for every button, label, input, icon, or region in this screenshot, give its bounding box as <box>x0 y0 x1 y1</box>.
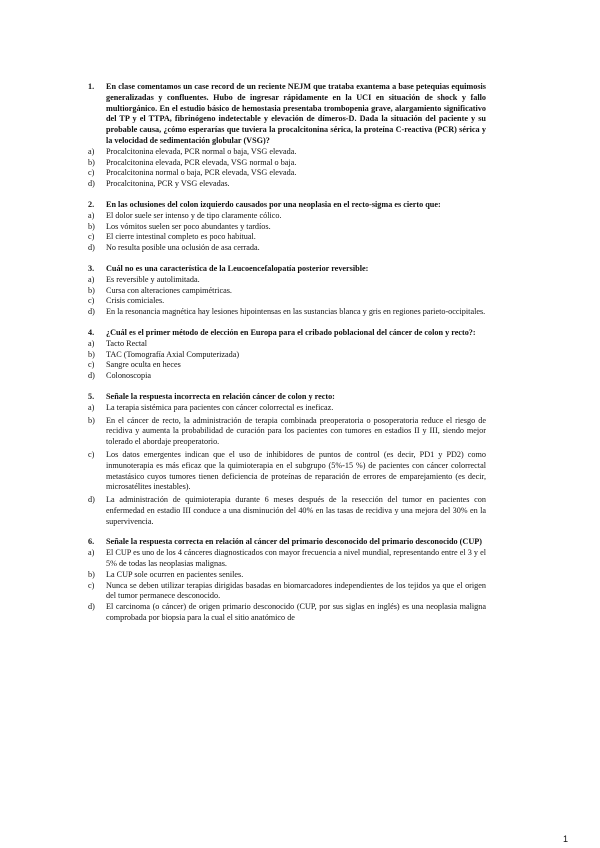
option-letter: b) <box>88 221 95 231</box>
option-letter: a) <box>88 402 95 412</box>
question-5 <box>88 392 486 528</box>
question-2 <box>88 200 486 254</box>
option-c <box>88 360 486 371</box>
option-letter: c) <box>88 168 95 178</box>
question-1 <box>88 82 486 190</box>
option-d <box>88 602 486 624</box>
question-text: ¿Cuál es el primer método de elección en Europa para el cribado poblacional del cáncer de colon y recto?: <box>106 327 476 337</box>
option-letter: a) <box>88 548 95 558</box>
option-text: Tacto Rectal <box>106 338 148 348</box>
option-text: Los vómitos suelen ser poco abundantes y tardíos. <box>106 221 271 231</box>
option-letter: a) <box>88 274 95 284</box>
option-a <box>88 548 486 570</box>
option-letter: b) <box>88 349 95 359</box>
question-text: Cuál no es una característica de la Leucoencefalopatía posterior reversible: <box>106 263 369 273</box>
option-text: En la resonancia magnética hay lesiones hipointensas en las sustancias blanca y gris en regiones parieto-occipitales. <box>106 307 486 317</box>
question-number: 1. <box>88 82 95 91</box>
option-b <box>88 350 486 361</box>
option-letter: b) <box>88 285 95 295</box>
option-letter: c) <box>88 232 95 242</box>
page-number: 1 <box>562 834 568 844</box>
option-letter: d) <box>88 602 95 612</box>
option-c <box>88 168 486 179</box>
option-letter: c) <box>88 449 95 459</box>
option-text: No resulta posible una oclusión de asa cerrada. <box>106 243 260 253</box>
question-stem <box>88 264 486 275</box>
question-number: 6. <box>88 537 95 547</box>
option-text: Colonoscopia <box>106 371 152 381</box>
option-letter: b) <box>88 157 95 167</box>
option-b <box>88 570 486 581</box>
option-b <box>88 286 486 297</box>
option-text: Cursa con alteraciones campimétricas. <box>106 285 232 295</box>
option-text: En el cáncer de recto, la administración de terapia combinada preoperatoria o posoperatoria reduce el riesgo de recidiva y aumenta la probabilidad de curación para los pacientes con tumores en estadios II y III, siendo mejor tolerado el abordaje preoperatorio. <box>106 415 486 447</box>
question-stem <box>88 392 486 403</box>
question-number: 5. <box>88 391 95 401</box>
option-b <box>88 222 486 233</box>
question-6 <box>88 537 486 623</box>
question-number: 4. <box>88 327 95 337</box>
question-3 <box>88 264 486 318</box>
question-text: Señale la respuesta incorrecta en relación cáncer de colon y recto: <box>106 391 335 401</box>
option-text: El CUP es uno de los 4 cánceres diagnosticados con mayor frecuencia a nivel mundial, representando entre el 3 y el 5% de todas las neoplasias malignas. <box>106 548 486 569</box>
option-letter: a) <box>88 146 95 156</box>
option-letter: d) <box>88 307 95 317</box>
option-letter: c) <box>88 360 95 370</box>
option-text: La CUP sole ocurren en pacientes seniles. <box>106 569 244 579</box>
option-b <box>88 158 486 169</box>
question-number: 2. <box>88 199 95 209</box>
option-text: TAC (Tomografía Axial Computerizada) <box>106 349 240 359</box>
option-b <box>88 416 486 448</box>
option-d <box>88 371 486 382</box>
question-stem <box>88 328 486 339</box>
option-d <box>88 307 486 318</box>
option-text: El dolor suele ser intenso y de tipo claramente cólico. <box>106 210 282 220</box>
option-text: El carcinoma (o cáncer) de origen primario desconocido (CUP, por sus siglas en inglés) es una neoplasia maligna comprobada por biopsia para la cual el sitio anatómico de <box>106 602 486 623</box>
option-text: Los datos emergentes indican que el uso de inhibidores de puntos de control (es decir, PD1 y PD2) como inmunoterapia es más eficaz que la quimioterapia en el subgrupo (5%-15 %) de pacientes con cáncer colorrectal metastásico cuyos tumores tienen deficiencia de proteínas de reparación de errores de emparejamiento (es decir, microsatélites inestables). <box>106 449 486 492</box>
question-number: 3. <box>88 263 95 273</box>
option-letter: a) <box>88 210 95 220</box>
option-letter: a) <box>88 338 95 348</box>
option-text: Crisis comiciales. <box>106 296 165 306</box>
option-text: Sangre oculta en heces <box>106 360 181 370</box>
option-letter: d) <box>88 371 95 381</box>
option-letter: b) <box>88 415 95 425</box>
option-d <box>88 179 486 190</box>
option-text: Nunca se deben utilizar terapias dirigidas basadas en biomarcadores independientes de los tejidos ya que el origen del tumor permanece desconocido. <box>106 580 486 601</box>
option-a <box>88 211 486 222</box>
option-c <box>88 450 486 493</box>
option-text: Procalcitonina, PCR y VSG elevadas. <box>106 179 230 189</box>
option-a <box>88 147 486 158</box>
question-text: Señale la respuesta correcta en relación al cáncer del primario desconocido del primario desconocido (CUP) <box>106 537 482 547</box>
option-letter: b) <box>88 569 95 579</box>
question-stem <box>88 537 486 548</box>
option-text: Es reversible y autolimitada. <box>106 274 200 284</box>
option-text: Procalcitonina elevada, PCR elevada, VSG normal o baja. <box>106 157 297 167</box>
option-c <box>88 581 486 603</box>
question-4 <box>88 328 486 382</box>
option-text: El cierre intestinal completo es poco habitual. <box>106 232 256 242</box>
question-text: En las oclusiones del colon izquierdo causados por una neoplasia en el recto-sigma es cierto que: <box>106 199 441 209</box>
option-letter: d) <box>88 495 95 505</box>
option-letter: d) <box>88 243 95 253</box>
option-a <box>88 403 486 414</box>
question-list <box>88 82 486 634</box>
option-text: Procalcitonina normal o baja, PCR elevada, VSG elevada. <box>106 168 297 178</box>
option-c <box>88 232 486 243</box>
option-letter: c) <box>88 296 95 306</box>
option-d <box>88 243 486 254</box>
option-a <box>88 339 486 350</box>
option-a <box>88 275 486 286</box>
option-letter: d) <box>88 179 95 189</box>
option-c <box>88 296 486 307</box>
option-d <box>88 495 486 527</box>
option-text: La administración de quimioterapia durante 6 meses después de la resección del tumor en pacientes con enfermedad en estadio III conduce a una disminución del 40% en las tasas de recidiva y una mejora del 30% en la supervivencia. <box>106 495 486 526</box>
option-letter: c) <box>88 580 95 590</box>
option-text: Procalcitonina elevada, PCR normal o baja, VSG elevada. <box>106 146 297 156</box>
option-text: La terapia sistémica para pacientes con cáncer colorrectal es ineficaz. <box>106 402 334 412</box>
question-stem <box>88 200 486 211</box>
question-text: En clase comentamos un case record de un reciente NEJM que trataba exantema a base petequias equimosis generalizadas y confluentes. Hubo de ingresar rápidamente en la UCI en situación de shock y fallo multiorgánico. En el estudio básico de hemostasia presentaba trombopenia grave, alargamiento significativo del TP y el TTPA, fibrinógeno indetectable y elevación de dímeros-D. Dada la situación del paciente y su probable causa, ¿cómo esperarías que tuviera la procalcitonina sérica, la proteína C-reactiva (PCR) sérica y la velocidad de sedimentación globular (VSG)? <box>106 82 486 145</box>
question-stem <box>88 82 486 147</box>
